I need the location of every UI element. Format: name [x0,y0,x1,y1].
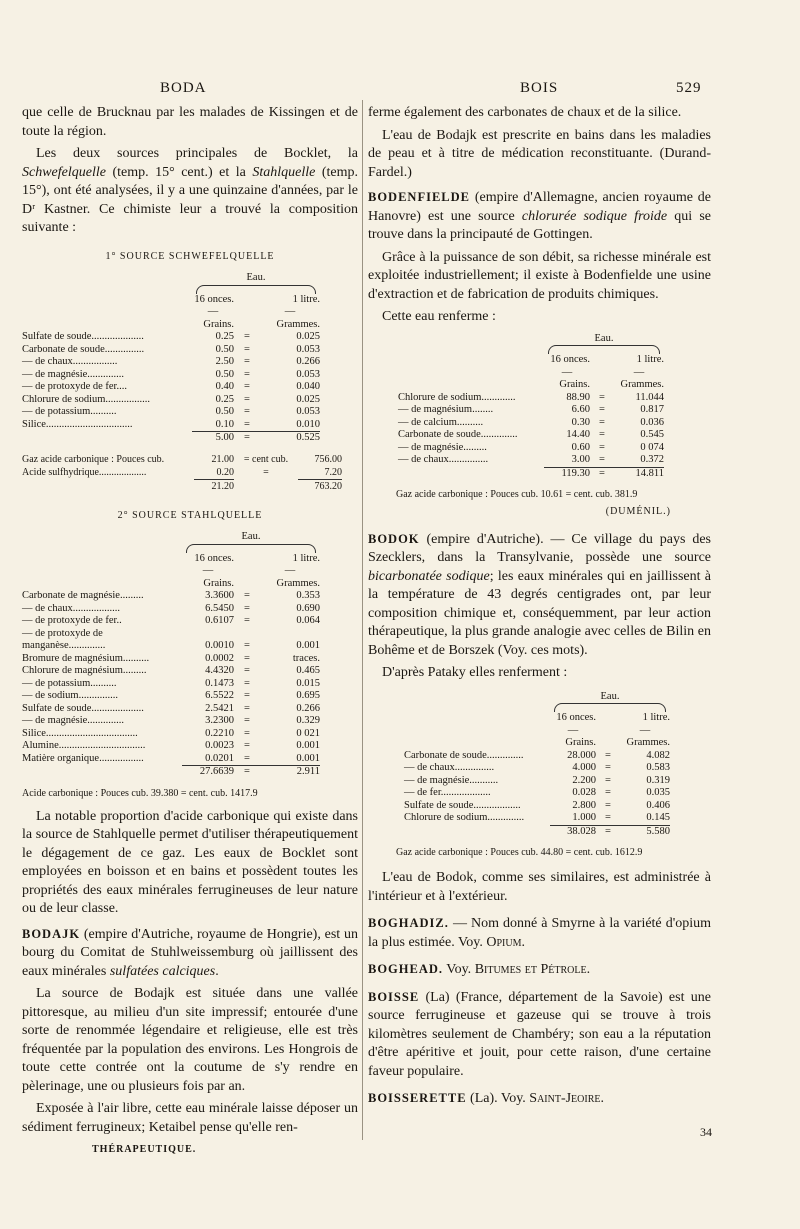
dash: — [567,724,579,736]
row-eq: = [244,356,250,367]
italic-term: chlorurée sodique froide [521,208,668,224]
row-value: 0.064 [296,615,320,626]
composition-table [398,333,664,481]
author-signature: (DUMÉNIL.) [605,506,671,517]
text: . [521,934,525,950]
row-value: 0.025 [296,331,320,342]
dash: — [633,366,645,378]
row-value: 0.001 [296,640,320,651]
row-name: Matière organique................. [22,752,144,764]
row-name: Chlorure de sodium................. [22,393,151,405]
row-value: 0.0201 [205,752,234,764]
row-name: — de chaux.................. [22,602,120,614]
unit-label: Grammes. [276,318,320,330]
row-name: — de magnésie........... [404,774,499,786]
row-name: Sulfate de soude.................. [404,799,521,811]
row-eq: = [605,774,611,786]
row-eq: = [605,812,611,823]
row-eq: = [244,690,250,701]
unit-label: Grains. [565,737,596,748]
eau-label: Eau. [594,332,614,344]
row-value: 0.015 [296,677,320,689]
col-header: 1 litre. [636,354,664,365]
total-value: 38.028 [550,825,596,838]
dash: — [639,724,651,736]
row-value: 3.3600 [205,590,234,601]
gas-value: 0.20 [216,466,234,478]
row-eq: = [244,740,250,751]
cross-reference: Bitumes et Pétrole [474,962,587,977]
row-value: 0.028 [572,787,596,798]
total-value: 27.6639 [182,766,234,779]
row-value: 0.40 [215,381,234,392]
row-name: Carbonate de magnésie......... [22,590,144,601]
row-value: 0.145 [646,812,670,823]
row-name: — de chaux............... [404,762,495,773]
row-value: 0.053 [296,343,320,355]
row-eq: = [244,677,250,689]
row-value: 0.50 [215,343,234,355]
text: (empire d'Autriche, royaume de Hongrie), est un bourg du Comitat de Stuhlweissemburg où jaillissent des eaux minérales [22,926,358,979]
row-value: 4.082 [646,749,670,761]
row-value: 0.25 [215,393,234,405]
row-value: traces. [292,652,320,664]
row-name: Sulfate de soude.................... [22,702,144,714]
gas-value: 21.00 [211,453,234,465]
text: (La) (France, département de la Savoie) est une source ferrugineuse et gazeuse qui se trouve à trois kilomètres seulement de Chambéry; son eau a la réputation d'être apéritive et jouit, pour cette raison, d'une certaine faveur populaire. [368,989,711,1079]
row-value: 0.001 [296,752,320,764]
row-name: Chlorure de sodium............. [398,391,516,403]
composition-table [22,272,320,445]
row-eq: = [599,429,605,440]
total-eq: = [234,432,260,445]
col-header: 16 onces. [556,712,596,723]
row-eq: = [605,787,611,798]
row-name: — de magnésie......... [398,441,487,453]
row-value: 0.50 [215,406,234,417]
running-head-left: BODA [160,80,207,96]
unit-label: Grains. [203,577,234,589]
row-name: Silice................................. [22,418,133,430]
row-name: — de magnésie.............. [22,368,125,380]
entry-boghadiz [368,914,711,952]
row-value: 0.25 [215,331,234,342]
text: Voy. [443,962,475,977]
text: (empire d'Autriche). — Ce village du pays des Szecklers, dans la Transylvanie, possède une source [368,531,711,565]
row-value: 88.90 [566,391,590,403]
gas-value: 7.20 [324,466,342,478]
row-value: 0.50 [215,368,234,380]
row-value: 0.6107 [205,615,234,626]
running-head-center: BOIS [520,80,559,96]
row-value: 0.0023 [205,740,234,751]
italic-term: bicarbonatée sodique [368,568,490,584]
composition-table [22,531,320,779]
paragraph: Cette eau renferme : [382,309,496,324]
headword: BODOK [368,531,420,546]
row-value: 3.00 [571,454,590,465]
row-value: 0.035 [646,787,670,798]
paragraph: L'eau de Bodok, comme ses similaires, est administrée à l'intérieur et à l'extérieur. [368,870,711,904]
row-eq: = [599,404,605,415]
left-column [22,104,358,1160]
unit-label: Grains. [203,318,234,330]
unit-label: Grains. [559,379,590,390]
row-name: Carbonate de soude............... [22,343,145,355]
unit-label: Grammes. [620,379,664,390]
row-eq: = [605,762,611,773]
row-eq: = [244,590,250,601]
dash: — [561,366,573,378]
row-value: 0 074 [640,441,664,453]
row-name: Chlorure de magnésium......... [22,665,147,676]
row-name: Alumine................................. [22,740,146,751]
row-name: — de magnésie.............. [22,715,125,726]
dash: — [284,306,296,317]
row-name: — de protoxyde de fer.. [22,615,122,626]
col-header: 16 onces. [550,354,590,365]
gas-unit: = cent cub. [243,453,289,465]
entry-bodenfielde [368,188,711,245]
col-header: 1 litre. [642,712,670,723]
row-value: 0.0002 [205,652,234,664]
right-column [368,104,711,1113]
total-eq: = [596,825,620,838]
brace [554,703,666,712]
table-title: 2° SOURCE STAHLQUELLE [117,509,263,521]
col-header: 16 onces. [194,552,234,564]
composition-table [404,691,670,839]
headword: BODENFIELDE [368,190,470,204]
paragraph: Exposée à l'air libre, cette eau minérale laisse déposer un sédiment ferrugineux; Ketaibel pense qu'elle ren- [22,1101,358,1135]
row-value: 0.465 [296,665,320,676]
total-value: 2.911 [260,766,320,779]
row-value: 0.266 [296,356,320,367]
row-name: — de protoxyde de manganèse.............. [22,627,106,651]
row-name: Sulfate de soude.................... [22,331,144,342]
total-value: 5.00 [192,432,234,445]
row-name: Chlorure de sodium.............. [404,812,525,823]
row-value: 0.372 [640,454,664,465]
row-eq: = [599,441,605,453]
row-value: 3.2300 [205,715,234,726]
row-value: 0.406 [646,799,670,811]
cross-reference: Opium [486,934,522,950]
row-value: 0.025 [296,393,320,405]
total-value: 14.811 [614,467,664,480]
row-value: 0.0010 [205,640,234,651]
brace [196,285,316,294]
headword: BODAJK [22,926,81,941]
page-number: 529 [676,80,702,96]
row-value: 0 021 [296,727,320,739]
row-eq: = [599,391,605,403]
row-eq: = [244,652,250,664]
row-value: 0.545 [640,429,664,440]
entry-bodok [368,530,711,661]
row-value: 2.50 [215,356,234,367]
italic-term: sulfatées calciques [109,963,216,979]
paragraph: que celle de Brucknau par les malades de Kissingen et de toute la région. [22,105,358,139]
dash: — [207,306,219,317]
entry-boisse [368,988,711,1082]
row-eq: = [244,615,250,626]
text: . [215,963,219,979]
entry-boisserette [368,1089,711,1109]
text: . [586,962,591,977]
total-eq: = [234,766,260,779]
row-value: 6.5450 [205,602,234,614]
row-value: 0.695 [296,690,320,701]
text: (empire d'Allemagne, ancien royaume de Hanovre) est une source [368,190,711,224]
text: . [600,1091,604,1106]
row-value: 0.010 [296,418,320,430]
gas-unit: = [263,466,269,478]
cross-reference: Saint-Jeoire [529,1091,601,1106]
row-name: — de protoxyde de fer.... [22,381,127,392]
row-value: 0.817 [640,404,664,415]
row-name: — de chaux............... [398,454,489,465]
row-value: 2.800 [572,799,596,811]
row-eq: = [244,368,250,380]
gas-table [22,453,342,493]
brace [186,544,316,553]
gas-total: 21.20 [194,479,234,493]
eau-label: Eau. [600,690,620,702]
row-value: 0.60 [571,441,590,453]
gas-value: 756.00 [314,453,342,465]
row-eq: = [244,665,250,676]
row-value: 0.053 [296,406,320,417]
row-value: 0.2210 [205,727,234,739]
row-eq: = [244,343,250,355]
gas-line: Gaz acide carbonique : Pouces cub. 10.61 = cent. cub. 381.9 [396,489,638,500]
headword: BOISSERETTE [368,1091,467,1105]
paragraph: La notable proportion d'acide carbonique qui existe dans la source de Stahlquelle permet d'utiliser thérapeutiquement le dégagement de ce gaz. Les eaux de Bocklet sont employées en boisson et en bains et possèdent toutes les propriétés des eaux minérales ferrugineuses de leur nature ou de leur classe. [22,808,358,916]
row-name: Silice................................... [22,727,138,739]
dash: — [284,565,296,576]
paragraph: La source de Bodajk est située dans une vallée pittoresque, au milieu d'un site impressif; entourée d'une sorte de renommée légendaire et religieuse, elle est très fréquentée par la population des environs. Les Hongrois de toute cette contrée ont la coutume de s'y rendre en pèlerinage, une ou plusieurs fois par an. [22,986,358,1094]
row-eq: = [605,799,611,811]
row-eq: = [599,454,605,465]
row-value: 0.319 [646,774,670,786]
row-value: 11.044 [635,391,664,403]
row-value: 0.053 [296,368,320,380]
eau-label: Eau. [246,272,266,283]
row-name: — de fer................... [404,787,491,798]
row-value: 28.000 [567,749,596,761]
total-value: 119.30 [544,467,590,480]
row-value: 4.000 [572,762,596,773]
row-name: — de chaux................. [22,356,118,367]
total-eq: = [590,467,614,480]
text: (temp. 15° cent.) et la [105,164,253,180]
row-value: 0.001 [296,740,320,751]
text: ; les eaux minérales qui en jaillissent à la température de 43 degrés centigrades ont, par leur composition chimique et, conséquemment, par leur action thérapeutique, la plus grande analogie avec celles de Bilin en Bohême et de Borszek (Voy. ces mots). [368,568,711,658]
row-value: 0.10 [215,418,234,430]
row-eq: = [605,749,611,761]
text: qui se trouve dans la principauté de Gottingen. [368,208,712,242]
col-header: 16 onces. [194,293,234,305]
text: Les deux sources principales de Bocklet, la [36,146,358,161]
gas-block [22,453,358,493]
row-value: 0.036 [640,416,664,428]
italic-term: Schwefelquelle [22,164,106,180]
row-name: — de calcium.......... [398,416,484,428]
paragraph: ferme également des carbonates de chaux et de la silice. [368,105,682,120]
gas-name: Gaz acide carbonique : Pouces cub. [22,453,165,465]
entry-bodajk [22,925,358,982]
entry-boghead [368,960,711,980]
row-eq: = [244,406,250,417]
row-eq: = [244,702,250,714]
row-eq: = [244,715,250,726]
gas-name: Acide sulfhydrique................... [22,466,147,478]
eau-label: Eau. [241,531,261,542]
unit-label: Grammes. [276,577,320,589]
signature-number: 34 [700,1125,712,1139]
row-name: — de sodium............... [22,690,118,701]
row-name: Bromure de magnésium.......... [22,652,150,664]
col-header: 1 litre. [292,552,320,564]
row-value: 6.60 [571,404,590,415]
text: — Nom donné à Smyrne à la variété d'opium la plus estimée. Voy. [368,916,711,950]
paragraph: Grâce à la puissance de son débit, sa richesse minérale est exploitée industriellement; il existe à Bodenfielde une usine d'extraction et de fabrication de produits chimiques. [368,249,711,302]
row-value: 2.200 [572,774,596,786]
row-eq: = [244,752,250,764]
row-eq: = [244,640,250,651]
row-value: 0.30 [571,416,590,428]
row-name: Carbonate de soude.............. [398,429,518,440]
text: (La). Voy. [466,1091,530,1106]
headword: BOGHEAD. [368,962,444,976]
row-value: 4.4320 [205,665,234,676]
headword: BOGHADIZ. [368,916,449,930]
row-value: 0.040 [296,381,320,392]
paragraph [22,145,358,238]
brace [548,345,660,354]
column-divider [362,100,363,1140]
row-eq: = [244,418,250,430]
total-value: 0.525 [260,432,320,445]
row-eq: = [244,727,250,739]
row-value: 0.329 [296,715,320,726]
row-value: 6.5522 [205,690,234,701]
paragraph: D'après Pataky elles renferment : [382,665,568,680]
dash: — [202,565,214,576]
row-value: 0.690 [296,602,320,614]
row-value: 0.266 [296,702,320,714]
gas-line: Acide carbonique : Pouces cub. 39.380 = cent. cub. 1417.9 [22,787,258,799]
paragraph: L'eau de Bodajk est prescrite en bains dans les maladies de peau et à titre de médication reconstituante. (Durand-Fardel.) [368,127,711,180]
headword: BOISSE [368,989,420,1004]
row-eq: = [244,602,250,614]
row-value: 0.353 [296,590,320,601]
gas-line: Gaz acide carbonique : Pouces cub. 44.80 = cent. cub. 1612.9 [396,847,643,858]
gas-total: 763.20 [298,479,342,493]
row-eq: = [244,381,250,392]
unit-label: Grammes. [626,737,670,748]
table-title: 1° SOURCE SCHWEFELQUELLE [105,250,275,262]
row-value: 0.583 [646,762,670,773]
text: (temp. 15°), ont été analysées, il y a une quinzaine d'années, par le Dʳ Kastner. Ce chimiste leur a trouvé la composition suivante : [22,164,358,235]
row-eq: = [599,416,605,428]
row-name: — de potassium.......... [22,677,117,689]
row-value: 1.000 [572,812,596,823]
row-eq: = [244,331,250,342]
row-name: — de magnésium........ [398,404,494,415]
row-name: — de potassium.......... [22,406,117,417]
row-value: 2.5421 [205,702,234,714]
col-header: 1 litre. [292,293,320,305]
italic-term: Stahlquelle [252,164,316,180]
total-value: 5.580 [620,825,670,838]
footer-signature: THÉRAPEUTIQUE. [92,1144,197,1155]
row-value: 14.40 [566,429,590,440]
row-name: Carbonate de soude.............. [404,749,524,761]
row-value: 0.1473 [205,677,234,689]
row-eq: = [244,393,250,405]
